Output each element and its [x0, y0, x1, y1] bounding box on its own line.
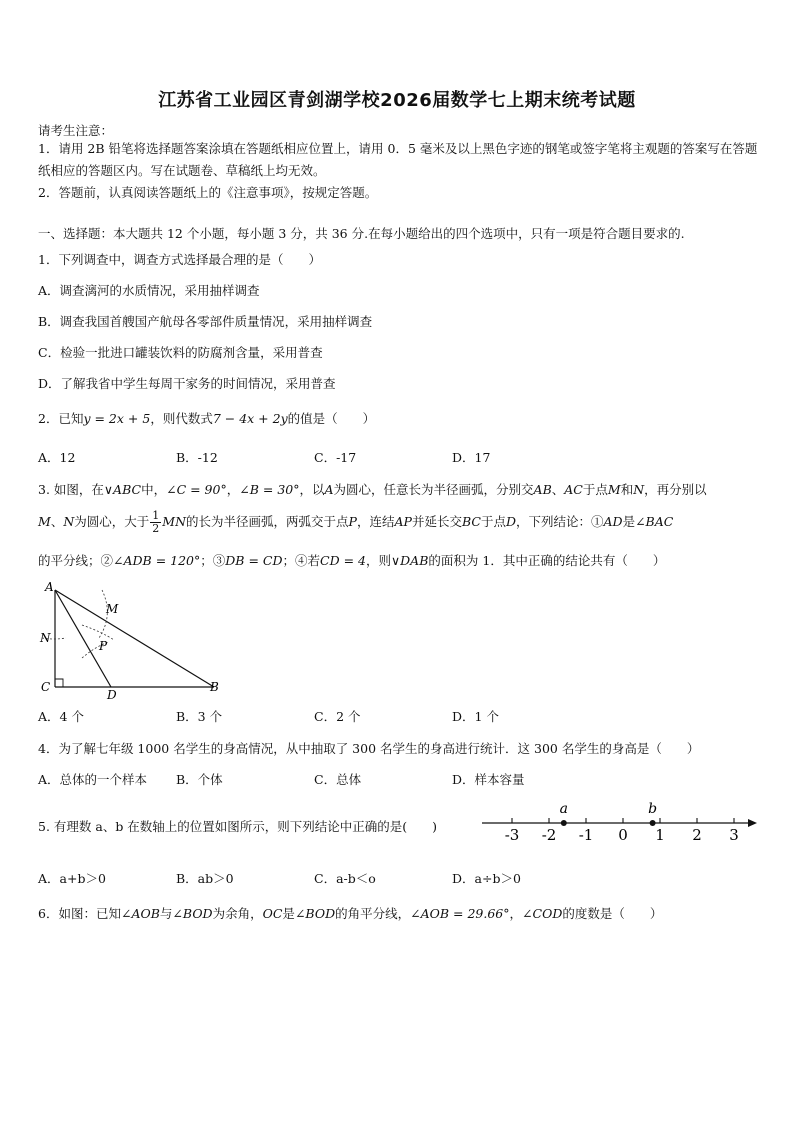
q6-text: ， [509, 906, 523, 921]
q2-option-d: D．17 [452, 450, 491, 465]
q3-option-c: C．2 个 [314, 709, 361, 724]
q3-text: ；③ [200, 553, 226, 568]
q3-figure [34, 580, 234, 702]
q5-option-b: B．ab＞0 [176, 871, 234, 886]
tick-label: -2 [541, 826, 557, 844]
q2-stem [38, 409, 375, 427]
q3-point-m: M [38, 514, 51, 529]
q3-seg-mn: MN [162, 514, 187, 529]
q3-text: 于点 [582, 482, 608, 497]
q3-seg-bc: BC [461, 514, 481, 529]
q3-text: 、 [551, 482, 565, 497]
q3-option-b: B．3 个 [176, 709, 223, 724]
q4-option-d: D．样本容量 [452, 772, 525, 787]
q4-option-a: A．总体的一个样本 [38, 772, 148, 787]
q1-stem: 1．下列调查中，调查方式选择最合理的是（ ） [38, 252, 321, 267]
notice-item-2: 2．答题前，认真阅读答题纸上的《注意事项》，按规定答题。 [38, 185, 378, 200]
q2-option-b: B．-12 [176, 450, 218, 465]
notice-item-1: 1．请用 2B 铅笔将选择题答案涂填在答题纸相应位置上，请用 0．5 毫米及以上黑色字迹的钢笔或签字笔将主观题的答案写在答题纸相应的答题区内。写在试题卷、草稿纸上均无效。 [38, 141, 758, 178]
q3-text: ，再分别以 [644, 482, 707, 497]
q2-option-a: A．12 [38, 450, 76, 465]
page-title: 江苏省工业园区青剑湖学校2026届数学七上期末统考试题 [158, 90, 636, 111]
label-b: B [210, 680, 219, 694]
q3-text: 和 [620, 482, 634, 497]
axis-arrow-icon [748, 819, 757, 827]
q1-option-d: D．了解我省中学生每周干家务的时间情况，采用普查 [38, 376, 336, 391]
q3-text: 于点 [480, 514, 506, 529]
q3-text: ；④若 [282, 553, 321, 568]
q2-equation-1: y = 2x + 5 [83, 411, 151, 426]
point-a-dot [561, 820, 567, 826]
q3-line-1 [38, 480, 707, 498]
section-heading: 一、选择题：本大题共 12 个小题，每小题 3 分，共 36 分.在每小题给出的四个选项中，只有一项是符合题目要求的. [38, 226, 685, 241]
q3-text: 为圆心，大于 [74, 514, 150, 529]
q2-mid: ，则代数式 [150, 411, 213, 426]
q3-text: 3. 如图，在 [38, 482, 104, 497]
q3-line-2 [38, 510, 673, 535]
q3-options [38, 707, 590, 725]
q3-angle-adb: ∠ADB = 120° [113, 553, 201, 568]
q3-seg-ad: AD [603, 514, 623, 529]
q3-text: 并延长交 [411, 514, 462, 529]
q6-stem [38, 904, 662, 922]
label-p: P [99, 639, 108, 653]
right-angle-mark [55, 679, 63, 687]
q6-text: 为余角， [212, 906, 263, 921]
q3-triangle-dab: ∨DAB [391, 553, 429, 568]
q5-number-line [478, 798, 760, 848]
q3-point-n: N [63, 514, 75, 529]
label-m: M [106, 602, 119, 616]
tick-label: 1 [655, 826, 665, 844]
q4-option-c: C．总体 [314, 772, 362, 787]
tick-label: -3 [504, 826, 520, 844]
q3-text: ， [226, 482, 240, 497]
q3-eq-cd: CD = 4 [320, 553, 366, 568]
q3-seg-ac: AC [564, 482, 583, 497]
q3-text: 的面积为 1．其中正确的结论共有（ ） [428, 553, 666, 568]
q3-angle-c: ∠C = 90° [166, 482, 227, 497]
q6-ray-oc: OC [262, 906, 283, 921]
q1-option-a: A．调查漓河的水质情况，采用抽样调查 [38, 283, 260, 298]
q5-stem: 5. 有理数 a、b 在数轴上的位置如图所示，则下列结论中正确的是( ) [38, 819, 438, 834]
q3-text: 为圆心，任意长为半径画弧，分别交 [333, 482, 534, 497]
point-b-label: b [648, 801, 658, 817]
side-ab [55, 590, 214, 687]
q3-text: ，连结 [356, 514, 395, 529]
point-a-label: a [559, 801, 568, 817]
q3-point-m: M [607, 482, 621, 497]
q1-option-b: B．调查我国首艘国产航母各零部件质量情况，采用抽样调查 [38, 314, 373, 329]
q2-expression: 7 − 4x + 2y [212, 411, 288, 426]
q4-options [38, 770, 590, 788]
q3-text: 是 [622, 514, 636, 529]
label-a: A [45, 580, 54, 594]
fraction-numerator: 1 [152, 509, 160, 522]
q3-point-n: N [633, 482, 645, 497]
q6-angle-cod: ∠COD [522, 906, 563, 921]
q3-text: 、 [50, 514, 64, 529]
q3-option-d: D．1 个 [452, 709, 499, 724]
q6-angle-bod: ∠BOD [294, 906, 336, 921]
q3-eq-db-cd: DB = CD [225, 553, 283, 568]
q3-seg-ab: AB [533, 482, 552, 497]
q6-text: 的度数是（ ） [562, 906, 663, 921]
label-c: C [41, 680, 51, 694]
arc-p1 [82, 625, 114, 640]
q6-text: 的角平分线， [335, 906, 411, 921]
q3-text: ，以 [299, 482, 325, 497]
q3-text: 中， [141, 482, 167, 497]
q5-option-d: D．a÷b＞0 [452, 871, 521, 886]
q3-point-d: D [505, 514, 516, 529]
q2-pre: 2．已知 [38, 411, 84, 426]
q3-point-p: P [348, 514, 357, 529]
q5-option-c: C．a-b＜o [314, 871, 376, 886]
tick-label: 2 [692, 826, 702, 844]
fraction-denominator: 2 [152, 522, 160, 535]
q6-text: 与 [159, 906, 173, 921]
q6-text: 6．如图：已知 [38, 906, 121, 921]
q5-options [38, 869, 590, 887]
q2-post: 的值是（ ） [287, 411, 376, 426]
q6-text: 是 [282, 906, 295, 921]
q4-stem: 4．为了解七年级 1000 名学生的身高情况，从中抽取了 300 名学生的身高进行统计．这 300 名学生的身高是（ ） [38, 741, 700, 756]
notice-header: 请考生注意： [38, 123, 114, 138]
q3-text: ，则 [365, 553, 391, 568]
q3-triangle-abc: ∨ABC [103, 482, 142, 497]
tick-label: 3 [729, 826, 739, 844]
q3-angle-b: ∠B = 30° [239, 482, 300, 497]
q6-angle-value: ∠AOB = 29.66° [410, 906, 510, 921]
q3-line-3 [38, 551, 665, 569]
q5-option-a: A．a+b＞0 [38, 871, 106, 886]
q2-option-c: C．-17 [314, 450, 357, 465]
label-n: N [40, 631, 51, 645]
point-b-dot [650, 820, 656, 826]
q4-option-b: B．个体 [176, 772, 223, 787]
q3-angle-bac: ∠BAC [635, 514, 674, 529]
q6-angle-bod: ∠BOD [172, 906, 213, 921]
q2-options [38, 448, 590, 466]
tick-label: 0 [618, 826, 628, 844]
q3-point-a: A [324, 482, 334, 497]
q3-option-a: A．4 个 [38, 709, 84, 724]
label-d: D [107, 688, 117, 702]
q3-text: 的平分线；② [38, 553, 114, 568]
q3-seg-ap: AP [394, 514, 412, 529]
tick-label: -1 [578, 826, 594, 844]
q3-fraction [150, 510, 161, 535]
q1-option-c: C．检验一批进口罐装饮料的防腐剂含量，采用普查 [38, 345, 323, 360]
q6-angle-aob: ∠AOB [120, 906, 160, 921]
q3-text: ，下列结论：① [515, 514, 604, 529]
q3-text: 的长为半径画弧，两弧交于点 [186, 514, 349, 529]
